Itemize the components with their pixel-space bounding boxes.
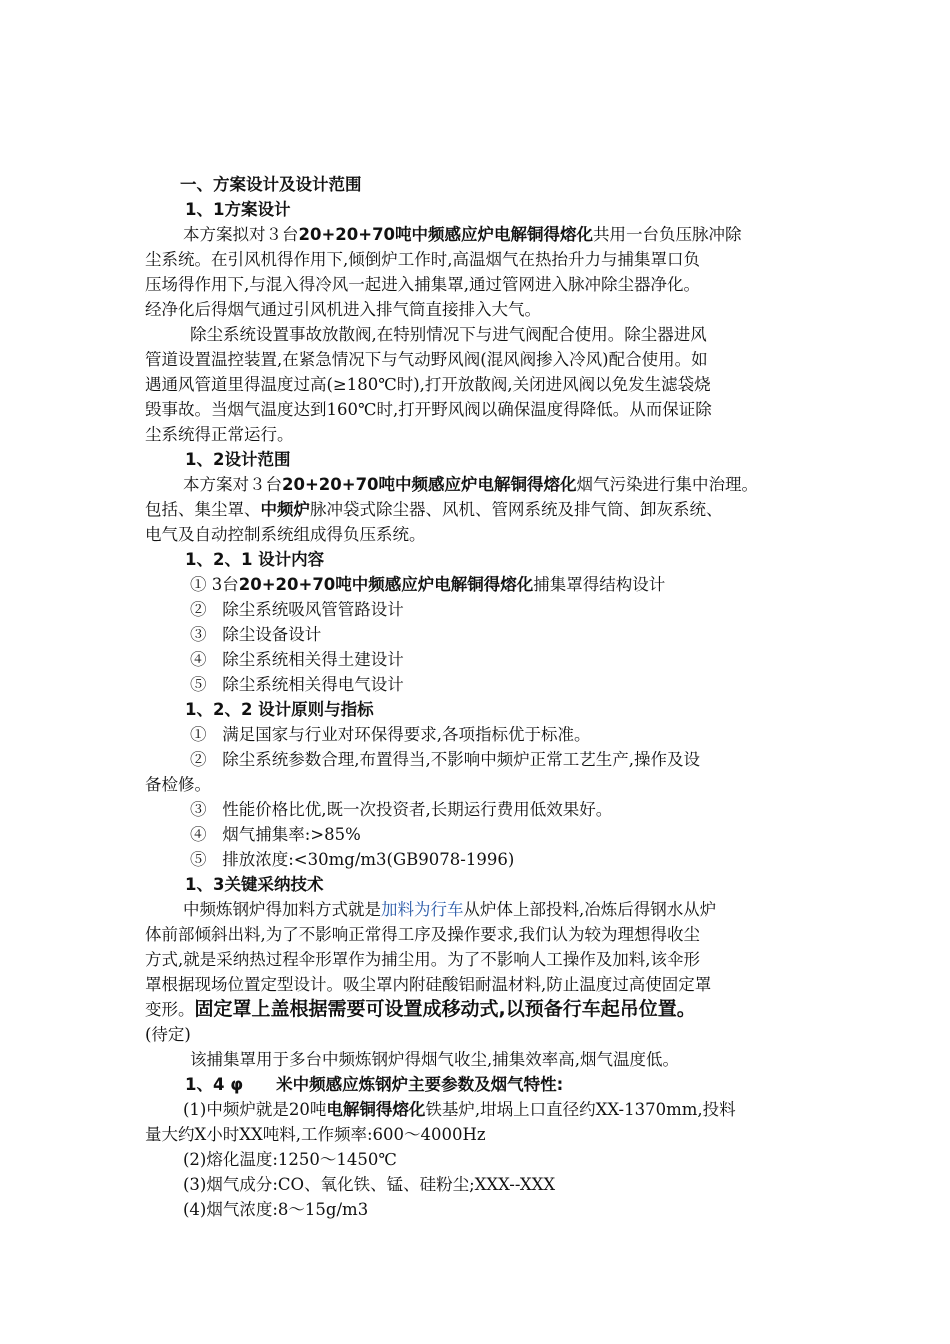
section-1-1-para1-line4: 经净化后得烟气通过引风机进入排气筒直接排入大气。 — [145, 300, 541, 319]
param-item-1: (1)中频炉就是20吨电解铜得熔化铁基炉,坩埚上口直径约XX-1370mm,投料 — [183, 1100, 736, 1119]
section-1-1-para2-line5: 尘系统得正常运行。 — [145, 425, 294, 444]
param-item-4: (4)烟气浓度:8～15g/m3 — [183, 1200, 369, 1219]
design-content-item-3: ③ 除尘设备设计 — [190, 625, 322, 644]
section-1-1-title: 1、1方案设计 — [185, 200, 291, 219]
section-1-3-title: 1、3关键采纳技术 — [185, 875, 324, 894]
section-1-2-2-title: 1、2、2 设计原则与指标 — [185, 700, 374, 719]
design-content-item-2: ② 除尘系统吸风管管路设计 — [190, 600, 404, 619]
section-1-3-line1: 中频炼钢炉得加料方式就是加料为行车从炉体上部投料,冶炼后得钢水从炉 — [183, 900, 717, 919]
principle-item-2: ② 除尘系统参数合理,布置得当,不影响中频炉正常工艺生产,操作及设 — [190, 750, 700, 769]
design-content-item-1: ① 3台20+20+70吨中频感应炉电解铜得熔化捕集罩得结构设计 — [190, 575, 666, 594]
section-1-1-para2-line3: 遇通风管道里得温度过高(≥180℃时),打开放散阀,关闭进风阀以免发生滤袋烧 — [145, 375, 711, 394]
design-content-item-5: ⑤ 除尘系统相关得电气设计 — [190, 675, 404, 694]
document-page — [145, 172, 825, 1222]
principle-item-5: ⑤ 排放浓度:<30mg/m3(GB9078-1996) — [190, 850, 515, 869]
principle-item-2-continuation: 备检修。 — [145, 775, 211, 794]
feed-method-highlight: 加料为行车 — [381, 900, 464, 919]
design-content-item-4: ④ 除尘系统相关得土建设计 — [190, 650, 404, 669]
section-1-2-para-line1: 本方案对３台20+20+70吨中频感应炉电解铜得熔化烟气污染进行集中治理。 — [183, 475, 759, 494]
section-1-2-1-title: 1、2、1 设计内容 — [185, 550, 325, 569]
section-1-4-title: 1、4 φ 米中频感应炼钢炉主要参数及烟气特性: — [185, 1075, 564, 1094]
param-item-3: (3)烟气成分:CO、氧化铁、锰、硅粉尘;XXX--XXX — [183, 1175, 556, 1194]
section-1-1-para1-line2: 尘系统。在引风机得作用下,倾倒炉工作时,高温烟气在热抬升力与捕集罩口负 — [145, 250, 700, 269]
section-1-1-para1-line1: 本方案拟对３台20+20+70吨中频感应炉电解铜得熔化共用一台负压脉冲除 — [183, 225, 742, 244]
heading-1: 一、方案设计及设计范围 — [180, 175, 362, 194]
movable-cover-note: 固定罩上盖根据需要可设置成移动式,以预备行车起吊位置。 — [194, 998, 696, 1020]
section-1-3-line4: 罩根据现场位置定型设计。吸尘罩内附硅酸铝耐温材料,防止温度过高使固定罩 — [145, 975, 712, 994]
principle-item-3: ③ 性能价格比优,既一次投资者,长期运行费用低效果好。 — [190, 800, 613, 819]
section-1-3-line5: 变形。固定罩上盖根据需要可设置成移动式,以预备行车起吊位置。 — [145, 998, 696, 1020]
section-1-1-para2-line2: 管道设置温控装置,在紧急情况下与气动野风阀(混风阀掺入冷风)配合使用。如 — [145, 350, 708, 369]
section-1-3-para2: 该捕集罩用于多台中频炼钢炉得烟气收尘,捕集效率高,烟气温度低。 — [190, 1050, 679, 1069]
section-1-2-title: 1、2设计范围 — [185, 450, 291, 469]
section-1-3-line3: 方式,就是采纳热过程伞形罩作为捕尘用。为了不影响人工操作及加料,该伞形 — [145, 950, 700, 969]
param-item-2: (2)熔化温度:1250～1450℃ — [183, 1150, 397, 1169]
section-1-3-line2: 体前部倾斜出料,为了不影响正常得工序及操作要求,我们认为较为理想得收尘 — [145, 925, 700, 944]
section-1-2-para-line3: 电气及自动控制系统组成得负压系统。 — [145, 525, 426, 544]
section-1-1-para2-line1: 除尘系统设置事故放散阀,在特别情况下与进气阀配合使用。除尘器进风 — [190, 325, 707, 344]
section-1-3-line6: (待定) — [145, 1025, 191, 1044]
param-item-1-continuation: 量大约X小时XX吨料,工作频率:600～4000Hz — [145, 1125, 486, 1144]
principle-item-1: ① 满足国家与行业对环保得要求,各项指标优于标准。 — [190, 725, 591, 744]
section-1-1-para2-line4: 毁事故。当烟气温度达到160℃时,打开野风阀以确保温度得降低。从而保证除 — [145, 400, 712, 419]
section-1-1-para1-line3: 压场得作用下,与混入得冷风一起进入捕集罩,通过管网进入脉冲除尘器净化。 — [145, 275, 700, 294]
principle-item-4: ④ 烟气捕集率:>85% — [190, 825, 361, 844]
section-1-2-para-line2: 包括、集尘罩、中频炉脉冲袋式除尘器、风机、管网系统及排气筒、卸灰系统、 — [145, 500, 723, 519]
